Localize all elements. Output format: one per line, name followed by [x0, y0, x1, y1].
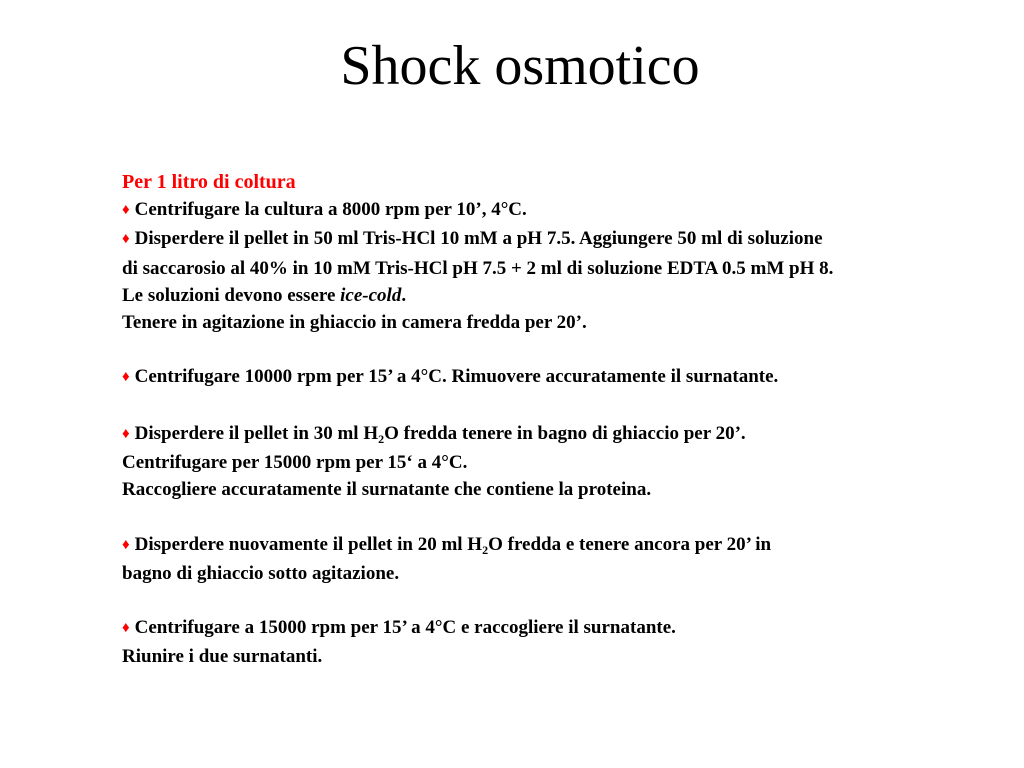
- diamond-icon: ♦: [122, 620, 130, 637]
- step-3: [122, 363, 1002, 392]
- step-6-text: Centrifugare a 15000 rpm per 15’ a 4°C e raccogliere il surnatante.: [134, 617, 676, 639]
- diamond-icon: ♦: [122, 425, 130, 442]
- subscript-2: 2: [482, 542, 489, 557]
- step-6: [122, 614, 1002, 643]
- step-2-line-3: Le soluzioni devono essere ice-cold.: [122, 284, 407, 306]
- spacer: [122, 503, 1002, 530]
- step-4-line-2: Centrifugare per 15000 rpm per 15‘ a 4°C.: [122, 452, 468, 473]
- diamond-icon: ♦: [122, 202, 130, 219]
- diamond-icon: ♦: [122, 369, 130, 386]
- spacer: [122, 393, 1002, 420]
- step-4: ♦ Disperdere il pellet in 30 ml $H_2O$ fredda tenere in bagno di ghiaccio per 20’.: [122, 422, 746, 446]
- diamond-icon: ♦: [122, 231, 130, 248]
- step-1: [122, 196, 1002, 225]
- step-5: ♦ Disperdere nuovamente il pellet in 20 ml $H_2O$ fredda e tenere ancora per 20’ in: [122, 533, 772, 557]
- protocol-body: [122, 169, 1002, 671]
- spacer: [122, 587, 1002, 614]
- protocol-heading: Per 1 litro di coltura: [122, 171, 296, 193]
- step-2-line-4: Tenere in agitazione in ghiaccio in camera fredda per 20’.: [122, 312, 587, 334]
- step-6-line-2: Riunire i due surnatanti.: [122, 646, 323, 668]
- spacer: [122, 336, 1002, 363]
- slide-title: Shock osmotico: [340, 35, 700, 97]
- step-2: [122, 225, 1002, 254]
- diamond-icon: ♦: [122, 536, 130, 553]
- ice-cold-term: ice-cold: [340, 284, 402, 306]
- step-2-line-2: di saccarosio al 40% in 10 mM Tris-HCl pH 7.5 + 2 ml di soluzione EDTA 0.5 mM pH 8.: [122, 257, 834, 279]
- subscript-2: 2: [378, 431, 385, 446]
- step-4-line-3: Raccogliere accuratamente il surnatante che contiene la proteina.: [122, 479, 652, 501]
- step-5-line-2: bagno di ghiaccio sotto agitazione.: [122, 562, 400, 584]
- step-2-text: Disperdere il pellet in 50 ml Tris-HCl 10 mM a pH 7.5. Aggiungere 50 ml di soluzione: [134, 228, 823, 250]
- step-1-text: Centrifugare la cultura a 8000 rpm per 10’, 4°C.: [134, 199, 527, 221]
- step-3-text: Centrifugare 10000 rpm per 15’ a 4°C. Rimuovere accuratamente il surnatante.: [134, 366, 779, 388]
